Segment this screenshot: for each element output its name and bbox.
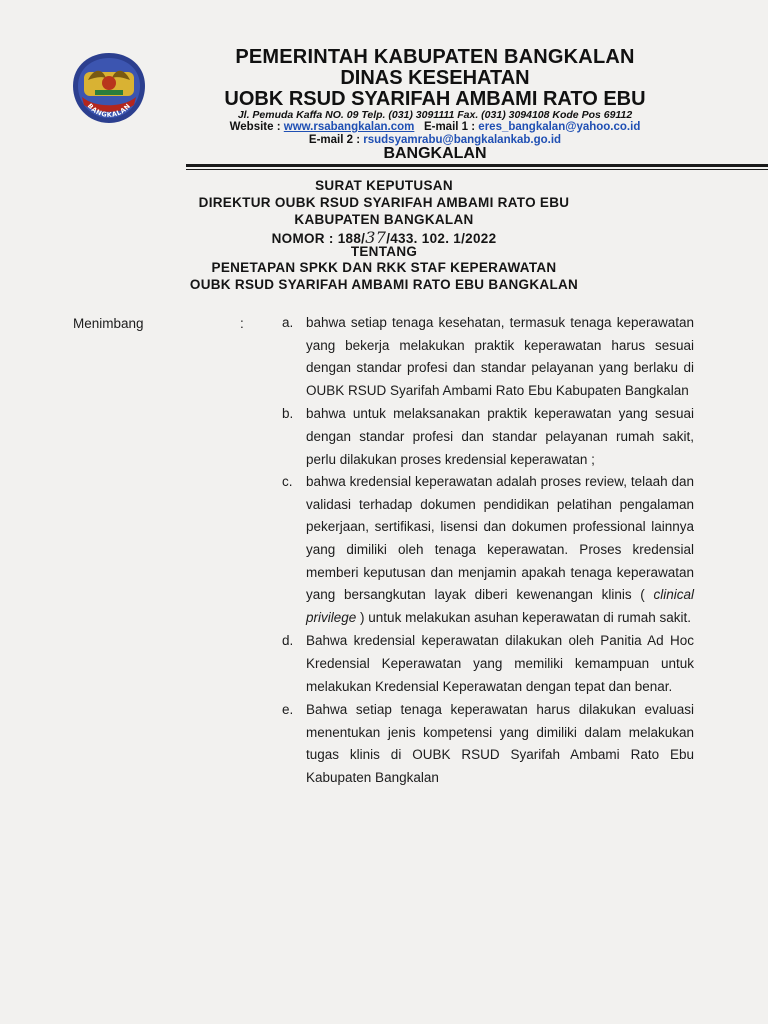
- decree-issuer: DIREKTUR OUBK RSUD SYARIFAH AMBAMI RATO EBU: [198, 195, 570, 210]
- clause-c: [282, 471, 694, 629]
- letterhead-hospital: UOBK RSUD SYARIFAH AMBAMI RATO EBU: [224, 88, 646, 110]
- website-label: Website :: [229, 121, 281, 133]
- clause-text: bahwa setiap tenaga kesehatan, termasuk tenaga keperawatan yang bekerja melakukan praktik keperawatan harus sesuai dengan standar profesi dan standar pelayanan yang berlaku di OUBK RSUD Syarifah Ambami Rato Ebu Kabupaten Bangkalan: [306, 315, 694, 398]
- menimbang-label: Menimbang: [73, 316, 144, 331]
- letterhead-rule-thin: [186, 169, 768, 170]
- clause-text-italic: clinical privilege: [306, 587, 694, 625]
- clause-text: bahwa untuk melaksanakan praktik keperawatan yang sesuai dengan standar profesi dan standar pelayanan rumah sakit, perlu dilakukan proses kredensial keperawatan ;: [306, 406, 694, 467]
- clause-text-part: bahwa kredensial keperawatan adalah proses review, telaah dan validasi terhadap dokumen pendidikan pelatihan pengalaman pekerjaan, sertifikasi, lisensi dan dokumen professional lainnya yang dimiliki oleh tenaga keperawatan. Proses kredensial memberi keputusan dan menjamin apakah tenaga keperawatan yang bersangkutan layak diberi kewenangan klinis (: [306, 474, 694, 603]
- email1-label: E-mail 1 :: [423, 121, 476, 133]
- decree-subject-line2: OUBK RSUD SYARIFAH AMBAMI RATO EBU BANGKALAN: [189, 277, 579, 292]
- letterhead-address: Jl. Pemuda Kaffa NO. 09 Telp. (031) 3091111 Fax. (031) 3094108 Kode Pos 69112: [237, 109, 633, 121]
- letterhead-rule-thick: [186, 164, 768, 167]
- number-suffix: /433. 102. 1/2022: [386, 231, 497, 246]
- clause-e: [282, 699, 694, 789]
- clause-text: Bahwa setiap tenaga keperawatan harus dilakukan evaluasi menentukan jenis kompetensi yang dimiliki dalam melakukan tugas klinis di OUBK RSUD Syarifah Ambami Rato Ebu Kabupaten Bangkalan: [306, 702, 694, 785]
- letterhead-city: BANGKALAN: [383, 145, 487, 162]
- number-handwritten: 37: [365, 228, 387, 247]
- clause-a: [282, 312, 694, 402]
- clause-text: [306, 471, 694, 629]
- email1-link[interactable]: eres_bangkalan@yahoo.co.id: [478, 121, 641, 133]
- email2-link[interactable]: rsudsyamrabu@bangkalankab.go.id: [363, 134, 562, 146]
- clause-marker: c.: [282, 474, 293, 490]
- number-prefix: NOMOR : 188/: [271, 231, 366, 246]
- letterhead-web-email: [175, 121, 695, 133]
- clause-d: [282, 630, 694, 698]
- clause-marker: d.: [282, 633, 294, 649]
- clause-marker: e.: [282, 702, 294, 718]
- menimbang-clauses: [282, 312, 694, 789]
- letterhead-government: PEMERINTAH KABUPATEN BANGKALAN: [235, 46, 635, 68]
- bangkalan-seal-logo: [70, 50, 148, 126]
- decree-tentang: TENTANG: [350, 244, 418, 259]
- clause-text-part: ) untuk melakukan asuhan keperawatan di rumah sakit.: [360, 609, 691, 625]
- clause-marker: a.: [282, 315, 294, 330]
- seal-text: BANGKALAN: [85, 101, 133, 119]
- clause-b: [282, 403, 694, 471]
- email2-label: E-mail 2 :: [308, 134, 361, 146]
- decree-subject-line1: PENETAPAN SPKK DAN RKK STAF KEPERAWATAN: [211, 260, 557, 275]
- decree-regency: KABUPATEN BANGKALAN: [294, 212, 474, 227]
- clause-text: Bahwa kredensial keperawatan dilakukan oleh Panitia Ad Hoc Kredensial Keperawatan yang memiliki kemampuan untuk melakukan Kredensial Keperawatan dengan tepat dan benar.: [306, 633, 694, 694]
- website-link[interactable]: www.rsabangkalan.com: [283, 121, 415, 133]
- menimbang-colon: :: [240, 316, 244, 331]
- decree-title: SURAT KEPUTUSAN: [315, 178, 453, 193]
- letterhead-department: DINAS KESEHATAN: [340, 67, 530, 89]
- clause-marker: b.: [282, 406, 294, 422]
